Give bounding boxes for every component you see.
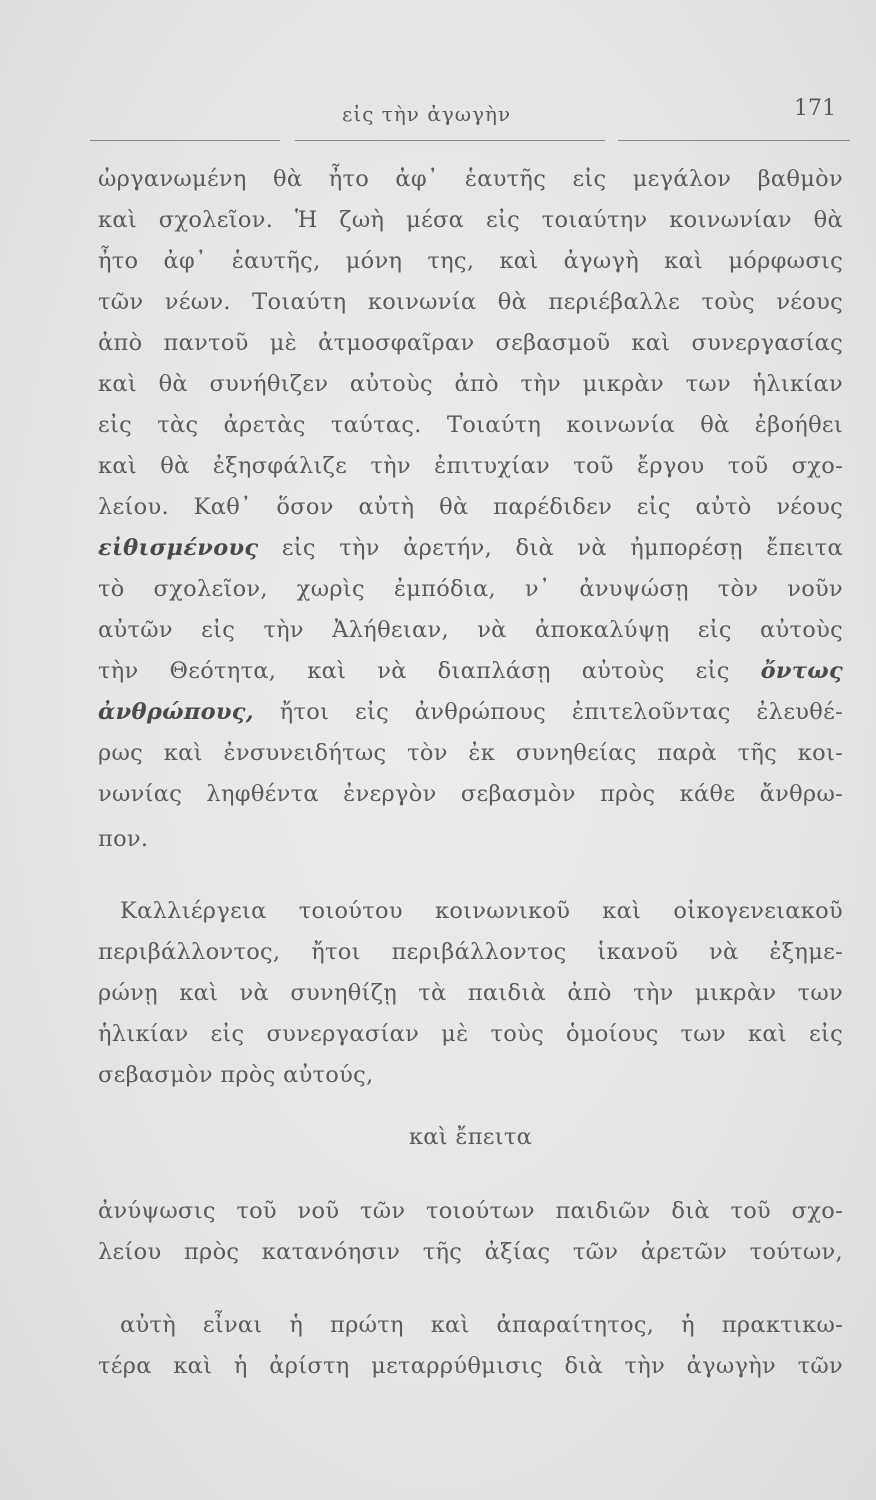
emphasized-word: ὄντως (760, 658, 843, 684)
text-line: ὠργανωμένη θὰ ἦτο ἀφ᾽ ἑαυτῆς εἰς μεγάλον βαθμὸν (98, 166, 843, 192)
text-line: καὶ θὰ ἐξησφάλιζε τὴν ἐπιτυχίαν τοῦ ἔργου τοῦ σχο- (98, 453, 843, 479)
text-line: αὐτῶν εἰς τὴν Ἀλήθειαν, νὰ ἀποκαλύψῃ εἰς αὐτοὺς (98, 617, 843, 643)
text-span: εἰς τὴν ἀρετήν, διὰ νὰ ἠμπορέσῃ ἔπειτα (258, 535, 843, 561)
text-span: ἤτοι εἰς ἀνθρώπους ἐπιτελοῦντας ἐλευθέ- (253, 699, 843, 725)
text-line: καὶ σχολεῖον. Ἡ ζωὴ μέσα εἰς τοιαύτην κοινωνίαν θὰ (98, 207, 843, 233)
text-line: νωνίας ληφθέντα ἐνεργὸν σεβασμὸν πρὸς κάθε ἄνθρω- (98, 781, 843, 807)
text-line: Καλλιέργεια τοιούτου κοινωνικοῦ καὶ οἰκογενειακοῦ (120, 898, 843, 924)
text-line (98, 701, 843, 724)
text-line: καὶ θὰ συνήθιζεν αὐτοὺς ἀπὸ τὴν μικρὰν των ἡλικίαν (98, 371, 843, 397)
header-rule (618, 140, 850, 141)
page-number: 171 (794, 96, 836, 121)
text-line: τῶν νέων. Τοιαύτη κοινωνία θὰ περιέβαλλε τοὺς νέους (98, 289, 843, 315)
header-rule (295, 140, 605, 141)
text-line: πον. (98, 826, 149, 852)
text-line: λείου. Καθ᾽ ὅσον αὐτὴ θὰ παρέδιδεν εἰς αὐτὸ νέους (98, 494, 843, 520)
text-span: τὴν Θεότητα, καὶ νὰ διαπλάσῃ αὐτοὺς εἰς (98, 658, 761, 684)
text-line: ρως καὶ ἐνσυνειδήτως τὸν ἐκ συνηθείας παρὰ τῆς κοι- (98, 740, 843, 766)
text-line: ἀπὸ παντοῦ μὲ ἀτμοσφαῖραν σεβασμοῦ καὶ συνεργασίας (98, 330, 843, 356)
text-line (98, 537, 843, 560)
separator-phrase: καὶ ἔπειτα (408, 1124, 533, 1150)
page-header (90, 92, 850, 142)
header-rule (90, 140, 280, 141)
text-line: εἰς τὰς ἀρετὰς ταύτας. Τοιαύτη κοινωνία θὰ ἐβοήθει (98, 412, 843, 438)
running-title: εἰς τὴν ἀγωγὴν (342, 102, 512, 126)
text-line: λείου πρὸς κατανόησιν τῆς ἀξίας τῶν ἀρετῶν τούτων, (98, 1239, 843, 1265)
emphasized-word: ἀνθρώπους, (98, 699, 254, 725)
text-line: αὐτὴ εἶναι ἡ πρώτη καὶ ἀπαραίτητος, ἡ πρακτικω- (120, 1312, 843, 1338)
text-line: ρώνῃ καὶ νὰ συνηθίζῃ τὰ παιδιὰ ἀπὸ τὴν μικρὰν των (98, 980, 843, 1006)
text-line: περιβάλλοντος, ἤτοι περιβάλλοντος ἱκανοῦ νὰ ἐξημε- (98, 939, 843, 965)
emphasized-word: εἰθισμένους (98, 535, 259, 561)
text-line: τέρα καὶ ἡ ἀρίστη μεταρρύθμισις διὰ τὴν ἀγωγὴν τῶν (98, 1353, 843, 1379)
text-line: σεβασμὸν πρὸς αὐτούς, (98, 1062, 374, 1088)
text-line: ἀνύψωσις τοῦ νοῦ τῶν τοιούτων παιδιῶν διὰ τοῦ σχο- (98, 1198, 843, 1224)
text-line: ἦτο ἀφ᾽ ἑαυτῆς, μόνη της, καὶ ἀγωγὴ καὶ μόρφωσις (98, 248, 843, 274)
text-line (98, 660, 843, 683)
text-line: τὸ σχολεῖον, χωρὶς ἐμπόδια, ν᾽ ἀνυψώσῃ τὸν νοῦν (98, 576, 843, 602)
text-line: ἡλικίαν εἰς συνεργασίαν μὲ τοὺς ὁμοίους των καὶ εἰς (98, 1021, 843, 1047)
